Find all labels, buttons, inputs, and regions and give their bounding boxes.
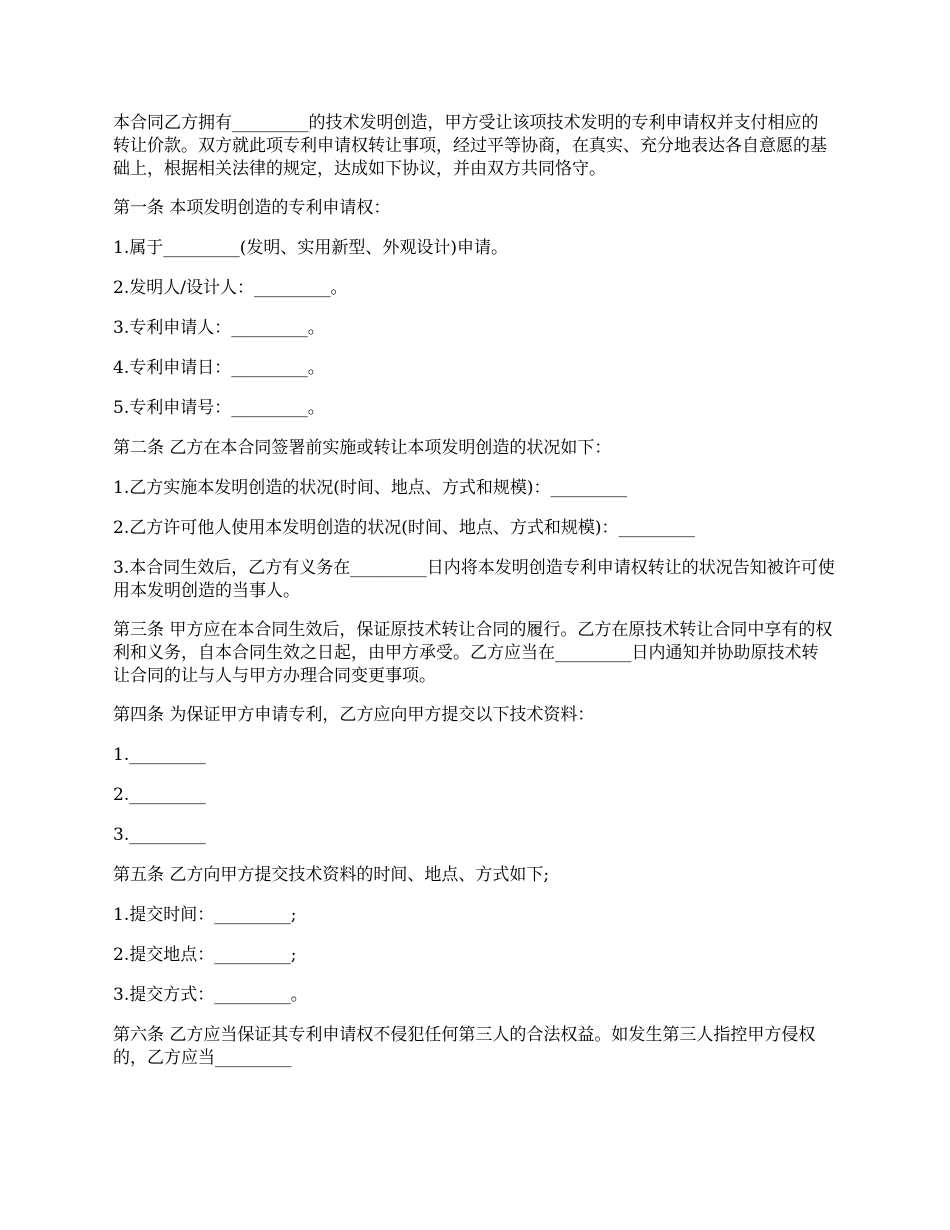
article-4-item-3: 3._________ [113, 825, 206, 845]
article-4-item-1: 1._________ [113, 745, 206, 765]
article-1-item-3: 3.专利申请人：_________。 [113, 318, 325, 338]
article-1-item-2: 2.发明人/设计人：_________。 [113, 278, 348, 298]
article-5-item-1: 1.提交时间：_________; [113, 905, 297, 925]
article-1-item-4: 4.专利申请日：_________。 [113, 358, 325, 378]
article-2-item-2: 2.乙方许可他人使用本发明创造的状况(时间、地点、方式和规模)：_________ [113, 518, 695, 538]
article-1-heading: 第一条 本项发明创造的专利申请权： [113, 198, 391, 218]
article-2-item-1: 1.乙方实施本发明创造的状况(时间、地点、方式和规模)：_________ [113, 478, 627, 498]
article-1-item-5: 5.专利申请号：_________。 [113, 398, 325, 418]
article-2-heading: 第二条 乙方在本合同签署前实施或转让本项发明创造的状况如下： [113, 438, 612, 458]
article-5-item-3: 3.提交方式：_________。 [113, 985, 308, 1005]
intro-paragraph: 本合同乙方拥有_________的技术发明创造，甲方受让该项技术发明的专利申请权并支付相应的转让价款。双方就此项专利申请权转让事项，经过平等协商，在真实、充分地表达各自意愿的基础上，根据相关法律的规定，达成如下协议，并由双方共同恪守。 [113, 113, 827, 179]
contract-document [113, 112, 835, 1086]
article-4-item-2: 2._________ [113, 785, 206, 805]
article-6-paragraph: 第六条 乙方应当保证其专利申请权不侵犯任何第三人的合法权益。如发生第三人指控甲方侵权的，乙方应当_________ [113, 1025, 816, 1068]
article-3-paragraph: 第三条 甲方应在本合同生效后，保证原技术转让合同的履行。乙方在原技术转让合同中享有的权利和义务，自本合同生效之日起，由甲方承受。乙方应当在_________日内通知并协助原技术转让合同的让与人与甲方办理合同变更事项。 [113, 620, 833, 686]
article-4-heading: 第四条 为保证甲方申请专利，乙方应向甲方提交以下技术资料： [113, 705, 595, 725]
article-2-item-3: 3.本合同生效后，乙方有义务在_________日内将本发明创造专利申请权转让的状况告知被许可使用本发明创造的当事人。 [113, 558, 835, 601]
article-5-item-2: 2.提交地点：_________; [113, 945, 297, 965]
article-1-item-1: 1.属于_________(发明、实用新型、外观设计)申请。 [113, 238, 508, 258]
article-5-heading: 第五条 乙方向甲方提交技术资料的时间、地点、方式如下; [113, 865, 550, 885]
